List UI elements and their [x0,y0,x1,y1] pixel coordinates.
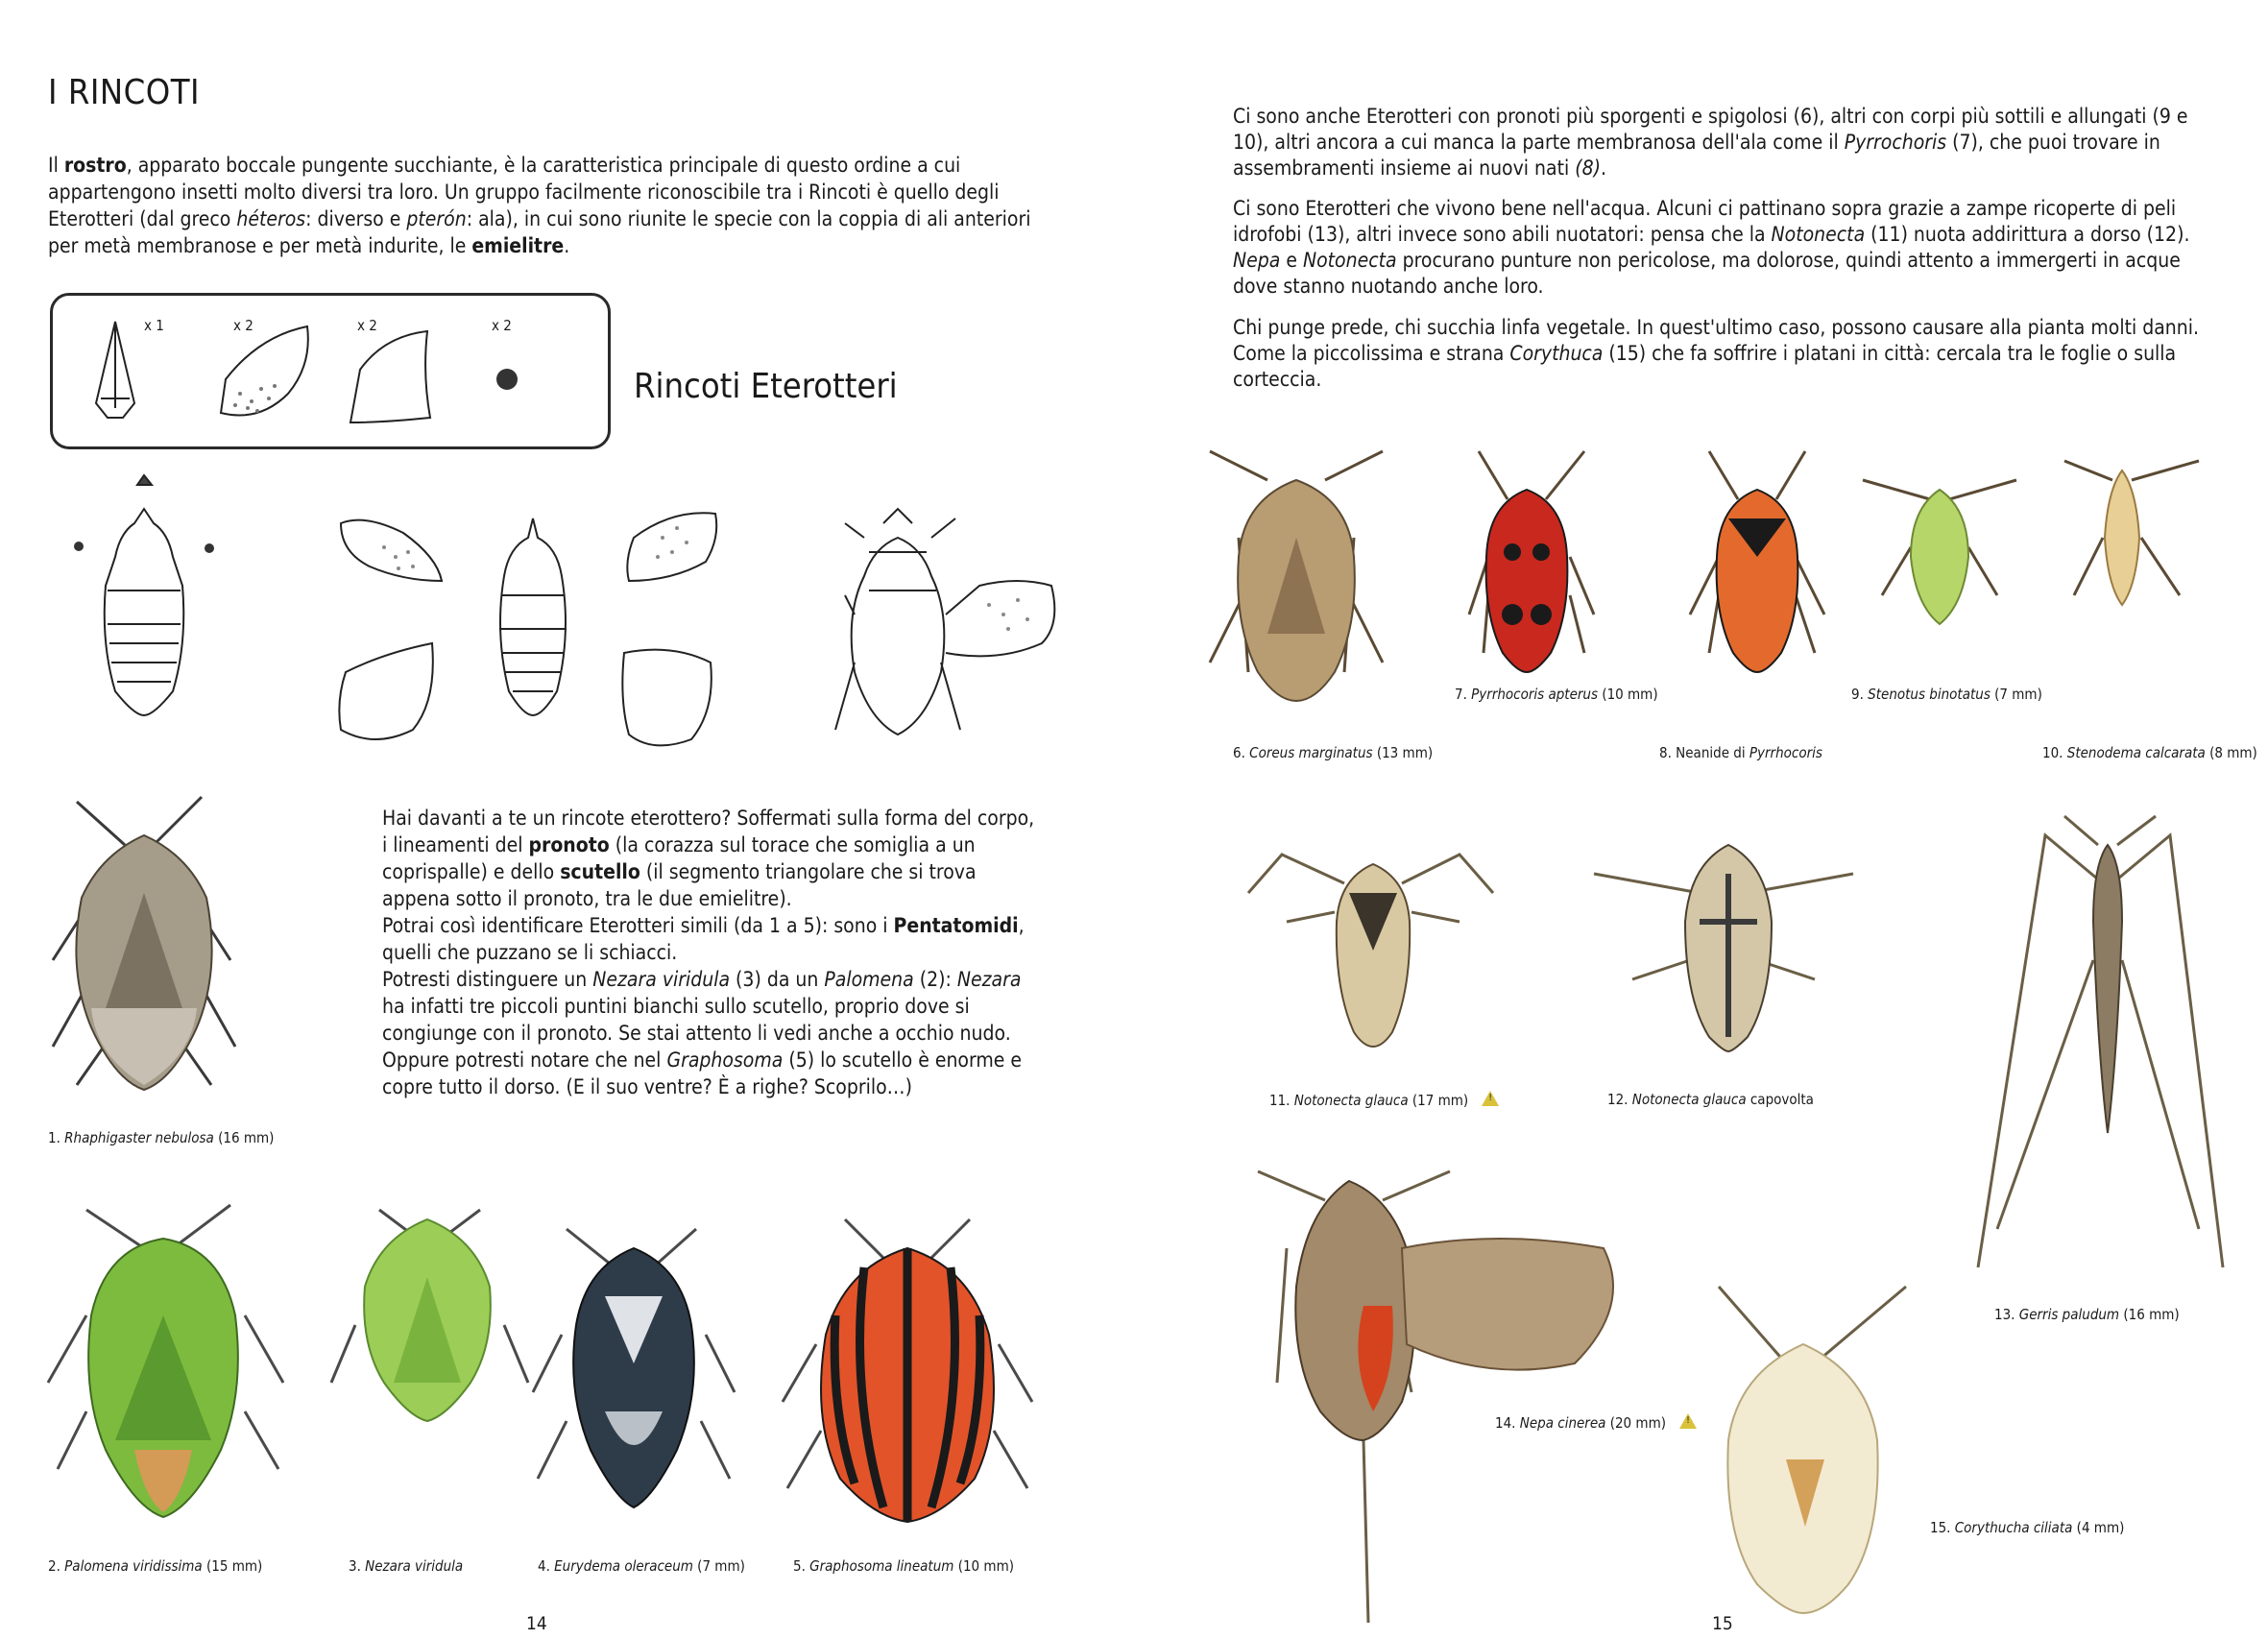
caption-12: 12. Notonecta glauca capovolta [1607,1091,1814,1108]
caption-1: 1. Rhaphigaster nebulosa (16 mm) [48,1129,275,1146]
legend-label-rostrum: x 1 [144,317,164,334]
caption-9: 9. Stenotus binotatus (7 mm) [1851,686,2042,703]
caption-7: 7. Pyrrhocoris apterus (10 mm) [1455,686,1658,703]
page-title: I RINCOTI [48,73,201,112]
legend-label-hemelytra: x 2 [233,317,253,334]
right-paragraph-3: Chi punge prede, chi succhia linfa vegetale. In quest'ultimo caso, possono causare alla pianta molti danni. Come la piccolissima e strana Corythuca (15) che fa soffrire i platani in città: cercala tra le foglie o sulla corteccia. [1233,316,2200,391]
caption-3: 3. Nezara viridula [349,1557,464,1575]
caption-11: 11. Notonecta glauca (17 mm)! [1269,1091,1499,1109]
pentatomidi-paragraph: Hai davanti a te un rincote eterottero? Soffermati sulla forma del corpo, i lineamenti del pronoto (la corazza sul torace che somiglia a un coprispalle) e dello scutello (il segmento triangolare che si trova appena sotto il pronoto, tra le due emielitre). Potrai così identificare Eterotteri simili (da 1 a 5): sono i Pentatomidi, quelli che puzzano se li schiacci. Potresti distinguere un Nezara viridula (3) da un Palomena (2): Nezara ha infatti tre piccoli puntini bianchi sullo scutello, proprio dove si congiunge con il pronoto. Se stai attento li vedi anche a occhio nudo. Oppure potresti notare che nel Graphosoma (5) lo scutello è enorme e copre tutto il dorso. (E il suo ventre? È a righe? Scoprilo…) [382,807,1035,1098]
caption-15: 15. Corythucha ciliata (4 mm) [1930,1519,2125,1536]
legend-label-eye: x 2 [492,317,512,334]
caption-4: 4. Eurydema oleraceum (7 mm) [538,1557,745,1575]
right-paragraph-2: Ci sono Eterotteri che vivono bene nell'acqua. Alcuni ci pattinano sopra grazie a zampe ricoperte di peli idrofobi (13), altri invece sono abili nuotatori: pensa che la Notonecta (11) nuota addirittura a dorso (12). Nepa e Notonecta procurano punture non pericolose, ma dolorose, quindi attento a immergerti in acque dove stanno nuotando anche loro. [1233,197,2190,298]
caption-13: 13. Gerris paludum (16 mm) [1994,1306,2180,1323]
warning-triangle-icon [1482,1091,1499,1106]
intro-paragraph: Il rostro, apparato boccale pungente succhiante, è la caratteristica principale di questo ordine a cui appartengono insetti molto diversi tra loro. Un gruppo facilmente riconoscibile tra i Rincoti è quello degli Eterotteri (dal greco héteros: diverso e pterón: ala), in cui sono riunite le specie con la coppia di ali anteriori per metà membranose e per metà indurite, le emielitre. [48,154,1031,257]
caption-2: 2. Palomena viridissima (15 mm) [48,1557,263,1575]
right-paragraph-1: Ci sono anche Eterotteri con pronoti più sporgenti e spigolosi (6), altri con corpi più sottili e allungati (9 e 10), altri ancora a cui manca la parte membranosa dell'ala come il Pyrrochoris (7), che puoi trovare in assembramenti insieme ai nuovi nati (8). [1233,105,2188,180]
diagram-heading: Rincoti Eterotteri [634,367,898,406]
page-number-right: 15 [1712,1613,1733,1634]
page-number-left: 14 [526,1613,547,1634]
legend-label-wing: x 2 [357,317,377,334]
caption-5: 5. Graphosoma lineatum (10 mm) [793,1557,1014,1575]
caption-6: 6. Coreus marginatus (13 mm) [1233,744,1434,761]
caption-10: 10. Stenodema calcarata (8 mm) [2042,744,2257,761]
caption-14: 14. Nepa cinerea (20 mm)! [1495,1413,1697,1432]
caption-8: 8. Neanide di Pyrrhocoris [1659,744,1822,761]
warning-triangle-icon [1679,1413,1697,1429]
